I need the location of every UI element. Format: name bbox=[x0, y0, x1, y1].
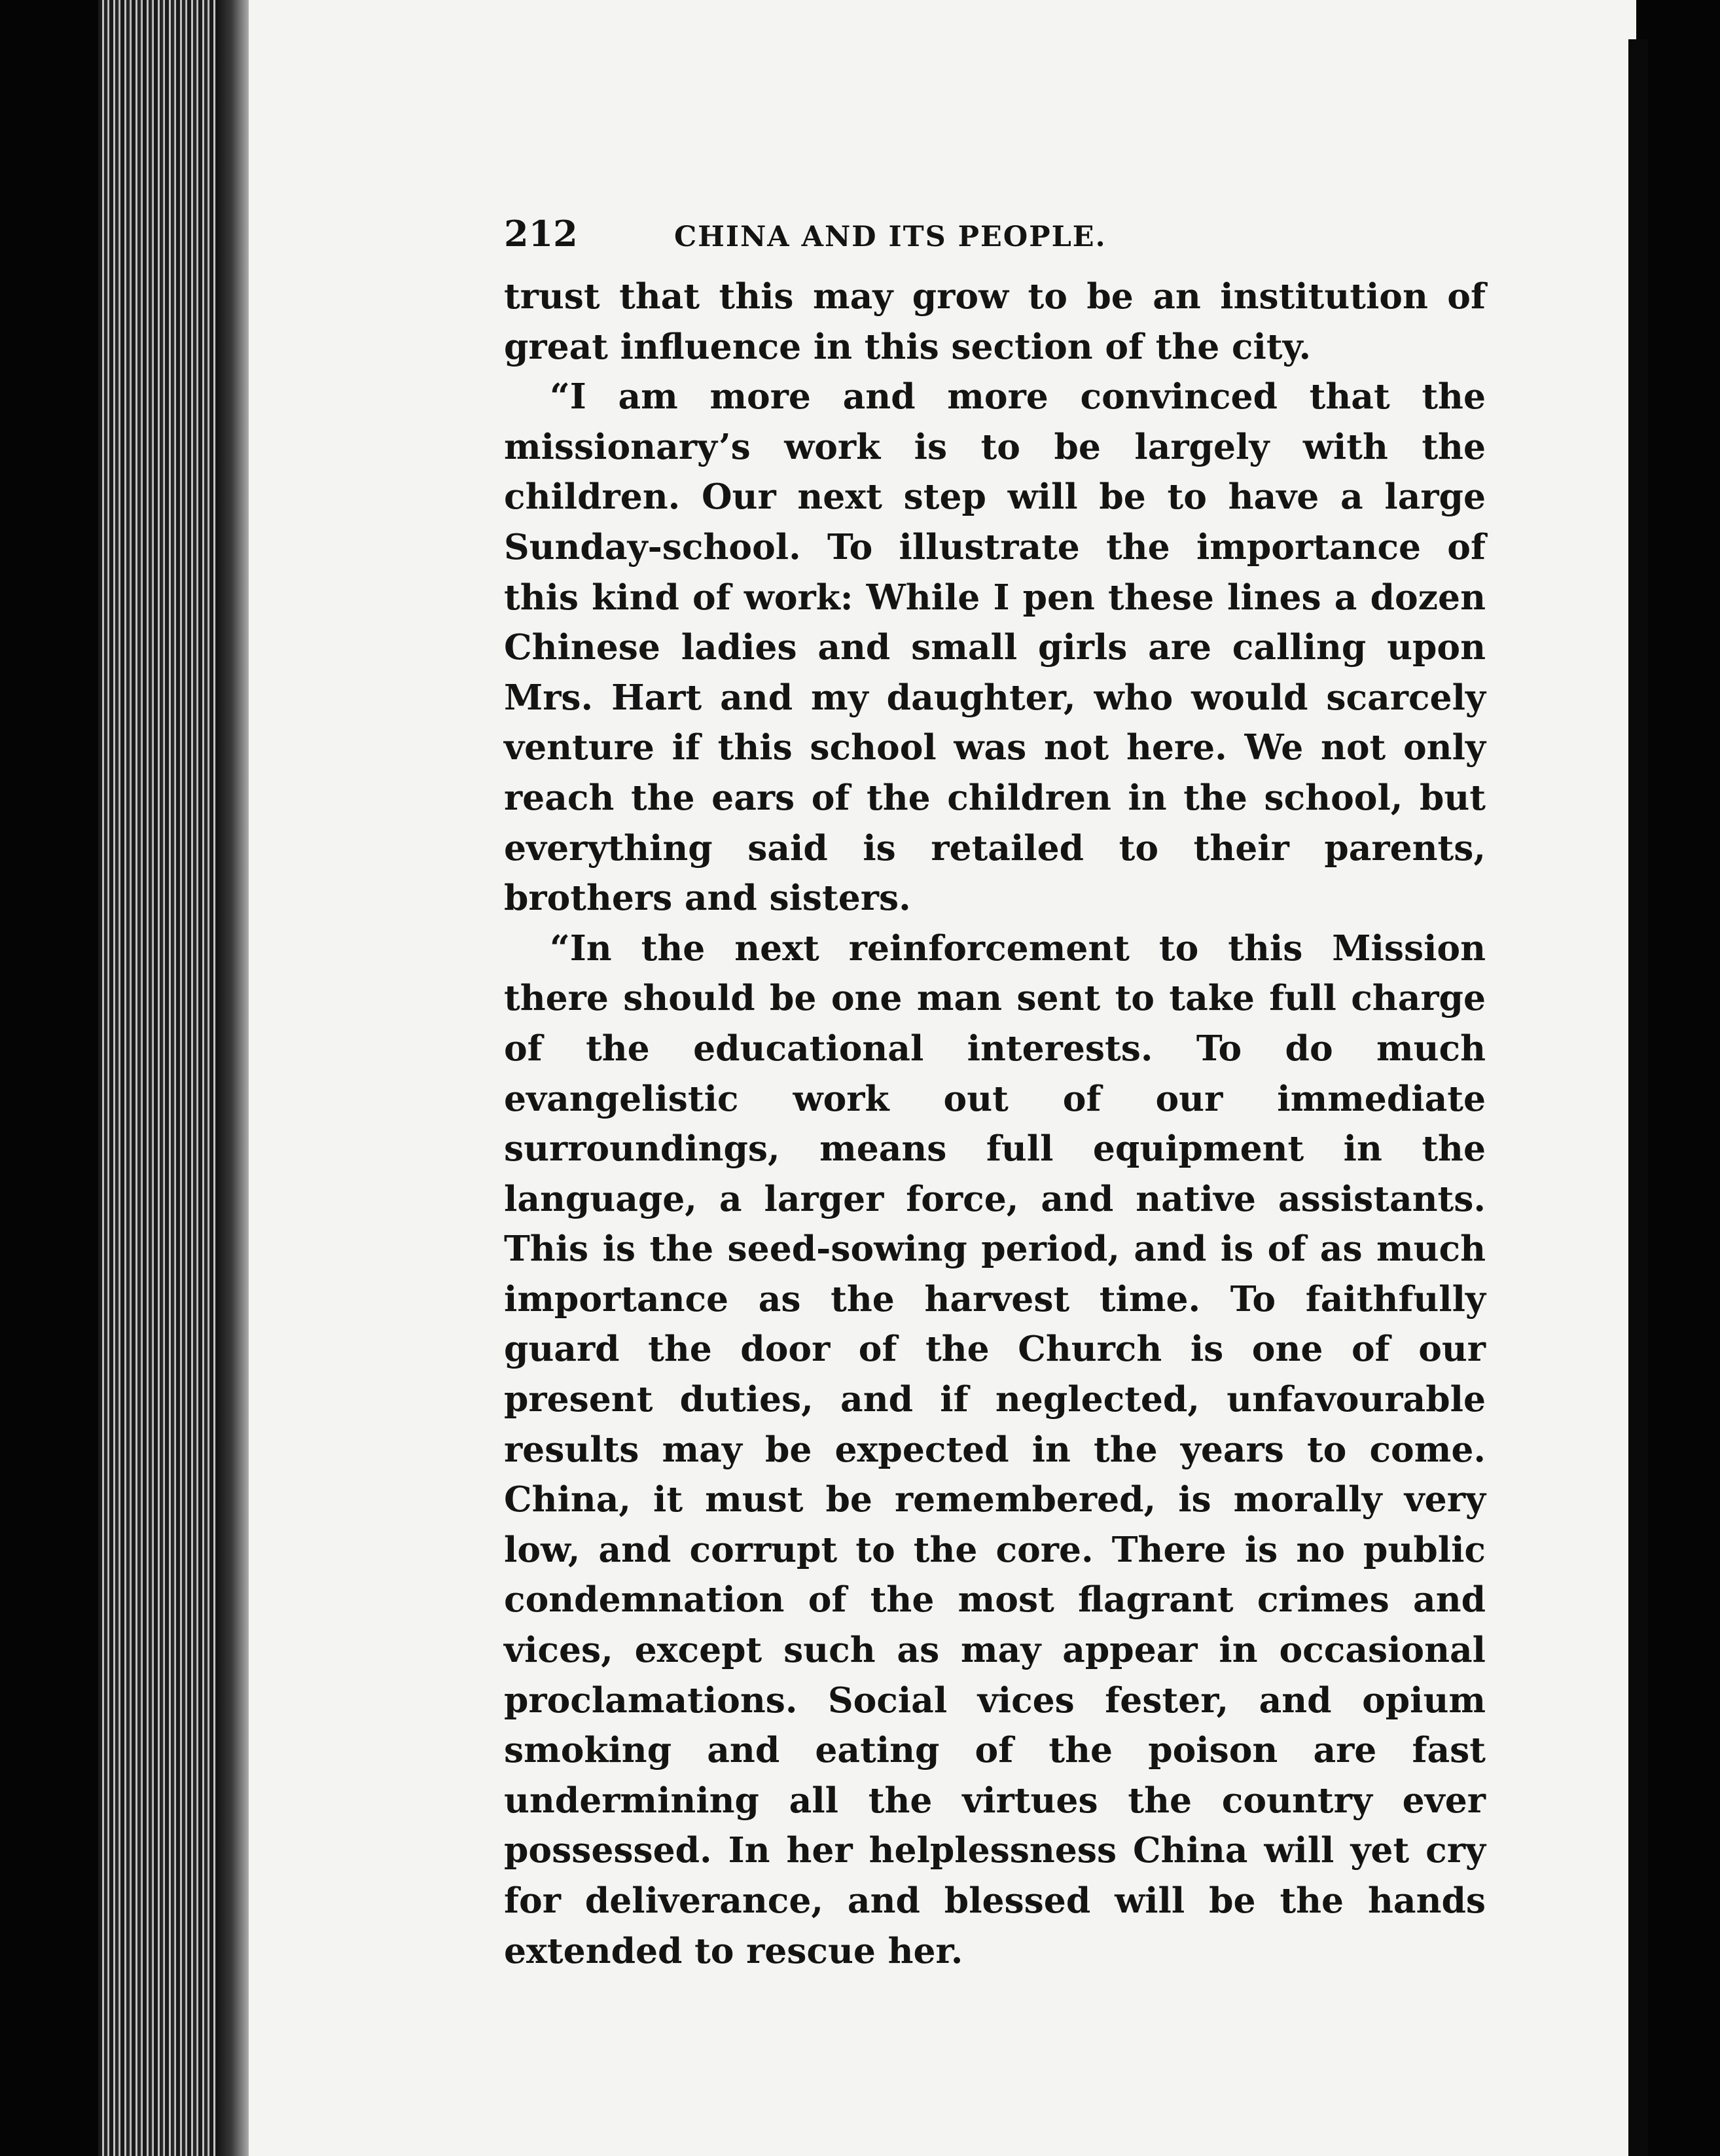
page-number: 212 bbox=[504, 213, 578, 255]
paragraph-3: “In the next reinforcement to this Mission there should be one man sent to take full charge of the educational interests. To do much evangelistic work out of our immediate surroundings, means full equipment in the language, a larger force, and native assistants. This is the seed-sowing period, and is of as much importance as the harvest time. To faithfully guard the door of the Church is one of our present duties, and if neglected, unfavourable results may be expected in the years to come. China, it must be remembered, is morally very low, and corrupt to the core. There is no public condemnation of the most flagrant crimes and vices, except such as may appear in occasional proclamations. Social vices fester, and opium smoking and eating of the poison are fast undermining all the virtues the country ever possessed. In her helplessness China will yet cry for deliverance, and blessed will be the hands extended to rescue her. bbox=[504, 927, 1486, 1971]
page-content bbox=[504, 213, 1486, 1976]
paragraph-2: “I am more and more convinced that the missionary’s work is to be largely with the children. Our next step will be to have a large Sunday-school. To illustrate the importance of this kind of work: While I pen these lines a dozen Chinese ladies and small girls are calling upon Mrs. Hart and my daughter, who would scarcely venture if this school was not here. We not only reach the ears of the children in the school, but everything said is retailed to their parents, brothers and sisters. bbox=[504, 376, 1486, 919]
running-title: CHINA AND ITS PEOPLE. bbox=[674, 221, 1107, 253]
right-gutter bbox=[1628, 39, 1648, 2156]
body-text bbox=[504, 272, 1486, 1976]
paragraph-1: trust that this may grow to be an institution of great influence in this section of the city. bbox=[504, 276, 1486, 367]
page-header bbox=[504, 213, 1486, 272]
